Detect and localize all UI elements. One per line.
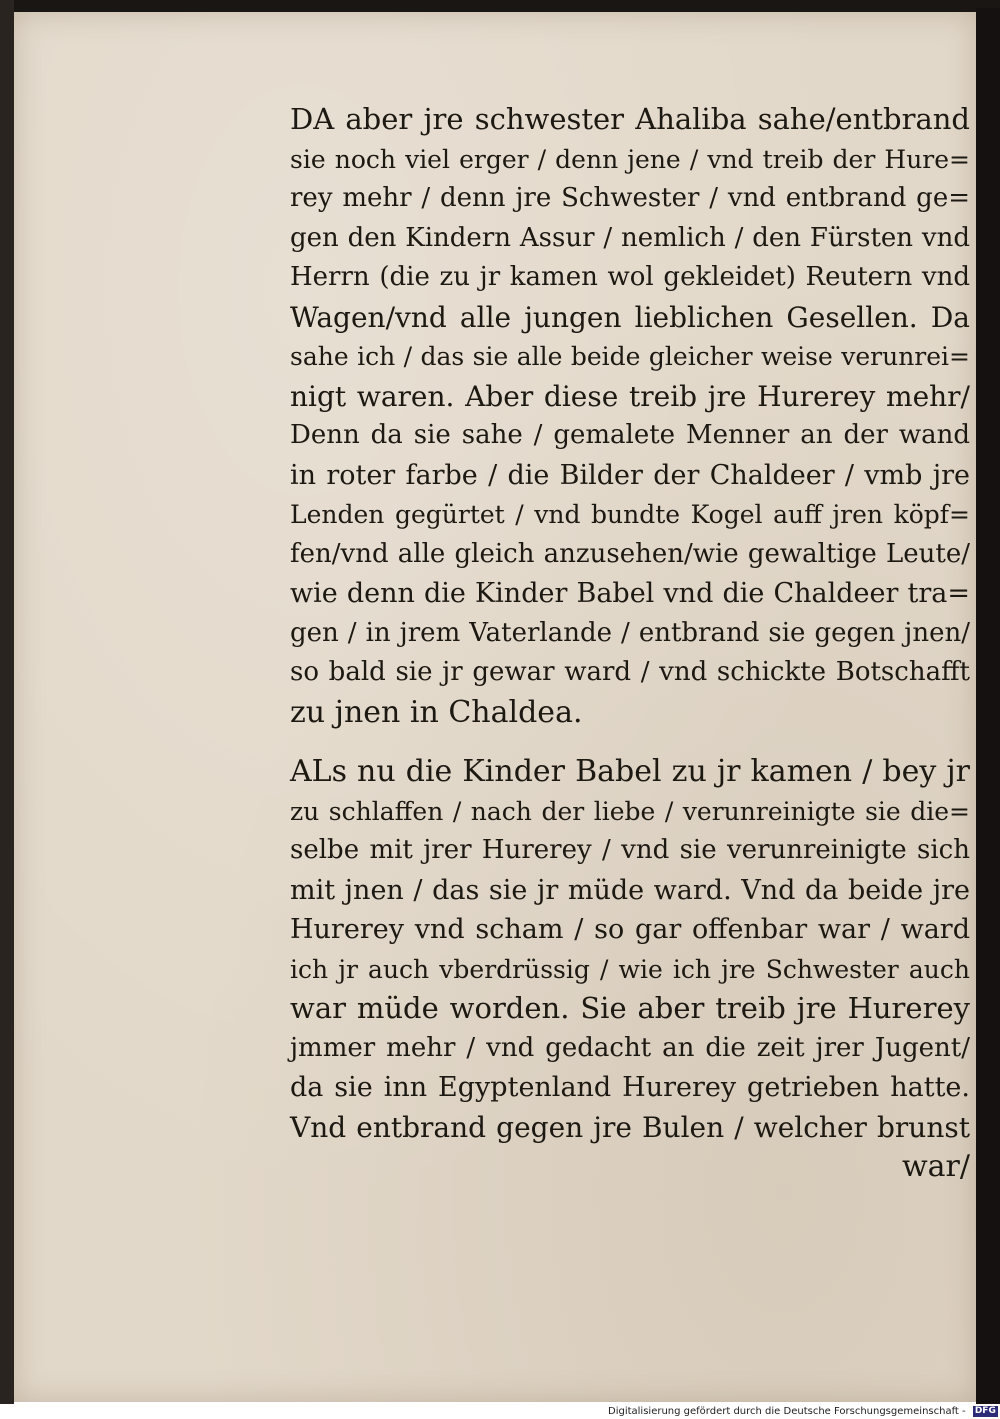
text-line: ALs nu die Kinder Babel zu jr kamen / bey jr — [290, 754, 970, 789]
scan-left-edge — [0, 0, 14, 1404]
text-line: zu jnen in Chaldea. — [290, 694, 583, 730]
text-line: Herrn (die zu jr kamen wol gekleidet) Reutern vnd — [290, 262, 970, 292]
text-line: selbe mit jrer Hurerey / vnd sie verunreinigte sich — [290, 835, 970, 865]
text-line: nigt waren. Aber diese treib jre Hurerey mehr/ — [290, 379, 970, 413]
text-line: sahe ich / das sie alle beide gleicher weise verunrei= — [290, 342, 970, 371]
dfg-logo: DFG — [974, 1405, 996, 1416]
paragraph-1 — [290, 100, 970, 732]
text-line: wie denn die Kinder Babel vnd die Chaldeer tra= — [290, 578, 970, 609]
text-block — [290, 100, 970, 1187]
text-line: Vnd entbrand gegen jre Bulen / welcher brunst — [290, 1110, 970, 1144]
text-line: zu schlaffen / nach der liebe / verunreinigte sie die= — [290, 796, 970, 826]
text-line: Wagen/vnd alle jungen lieblichen Gesellen. Da — [290, 300, 970, 334]
catchword: war/ — [901, 1149, 970, 1184]
text-line: sie noch viel erger / denn jene / vnd treib der Hure= — [290, 144, 970, 174]
text-line: DA aber jre schwester Ahaliba sahe/entbrand — [290, 102, 970, 136]
text-line: mit jnen / das sie jr müde ward. Vnd da beide jre — [290, 874, 970, 906]
text-line: in roter farbe / die Bilder der Chaldeer / vmb jre — [290, 459, 970, 491]
text-line: Hurerey vnd scham / so gar offenbar war / ward — [290, 914, 970, 945]
text-line: fen/vnd alle gleich anzusehen/wie gewaltige Leute/ — [290, 538, 970, 569]
text-line: gen / in jrem Vaterlande / entbrand sie gegen jnen/ — [290, 617, 970, 648]
text-line: jmmer mehr / vnd gedacht an die zeit jrer Jugent/ — [290, 1032, 970, 1063]
digitization-footer — [608, 1404, 998, 1419]
paragraph-gap — [290, 732, 970, 752]
text-line: Lenden gegürtet / vnd bundte Kogel auff jren köpf= — [290, 500, 970, 529]
text-line: war müde worden. Sie aber treib jre Hurerey — [290, 991, 970, 1025]
text-line: rey mehr / denn jre Schwester / vnd entbrand ge= — [290, 183, 970, 213]
footer-credit-text: Digitalisierung gefördert durch die Deutsche Forschungsgemeinschaft - — [608, 1406, 966, 1417]
paragraph-2 — [290, 752, 970, 1147]
scan-right-edge — [976, 8, 1000, 1404]
scan-top-edge — [0, 0, 1000, 12]
text-line: ich jr auch vberdrüssig / wie ich jre Schwester auch — [290, 954, 970, 984]
text-line: gen den Kindern Assur / nemlich / den Fürsten vnd — [290, 222, 970, 253]
text-line: da sie inn Egyptenland Hurerey getrieben hatte. — [290, 1072, 970, 1103]
text-line: Denn da sie sahe / gemalete Menner an der wand — [290, 420, 970, 450]
text-line: so bald sie jr gewar ward / vnd schickte Botschafft — [290, 657, 970, 687]
